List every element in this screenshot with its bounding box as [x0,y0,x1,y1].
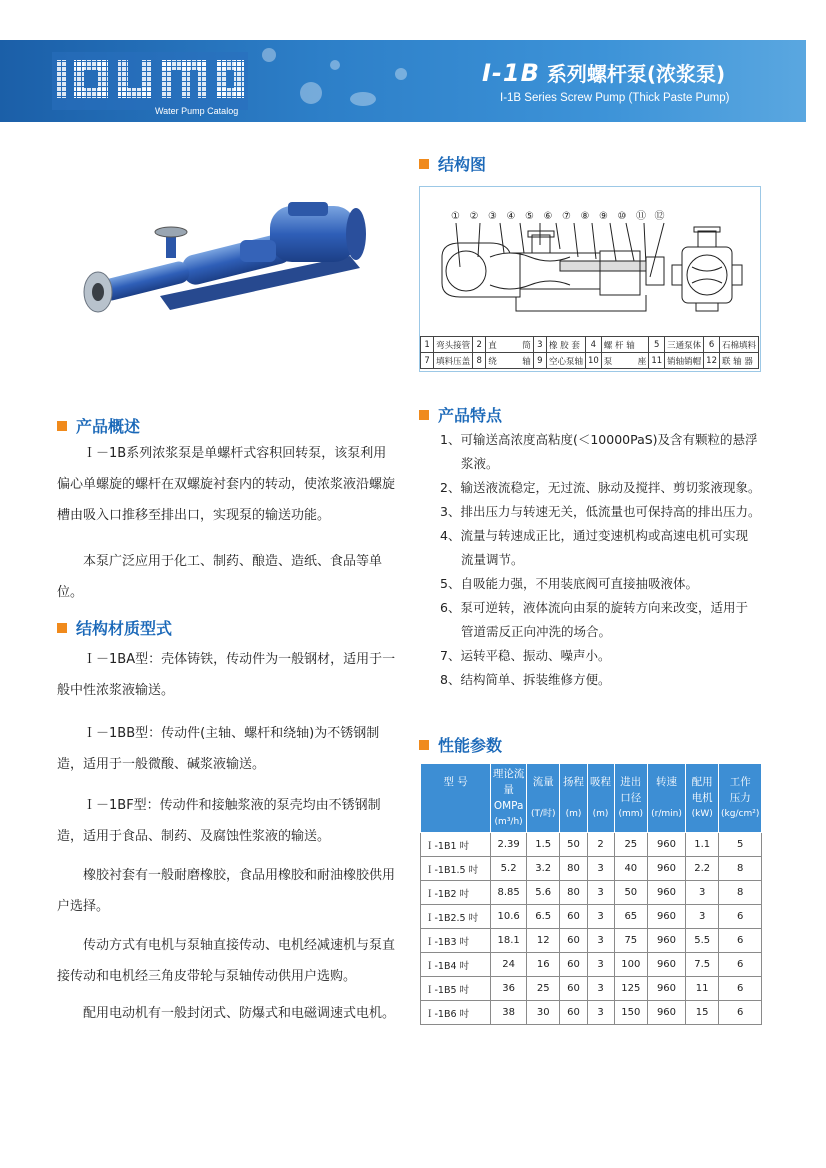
column-header-line: 吸程 [590,776,612,788]
value-cell: 960 [648,905,686,929]
table-row [421,905,762,929]
value-cell: 6 [719,1001,762,1025]
value-cell: 5.6 [526,881,560,905]
column-header-line: (r/min) [651,809,682,819]
parts-row [421,353,759,369]
part-name: 填料压盖 [434,353,473,369]
value-cell: 125 [614,977,648,1001]
value-cell: 6.5 [526,905,560,929]
feature-item: 5、自吸能力强，不用装底阀可直接抽吸液体。 [440,576,698,591]
title-model: I-1B [482,59,540,87]
column-header-line: (m³/h) [494,817,523,827]
column-header-line: (mm) [618,809,644,819]
title-chinese: 系列螺杆泵(浓浆泵) [546,62,726,86]
value-cell: 6 [719,953,762,977]
pump-photo [70,186,370,334]
feature-item: 3、排出压力与转速无关，低流量也可保持高的排出压力。 [440,504,761,519]
column-header-line: OMPa [493,800,524,812]
value-cell: 18.1 [491,929,527,953]
value-cell: 8 [719,881,762,905]
value-cell: 16 [526,953,560,977]
overview-heading: 产品概述 [57,414,140,437]
column-header-line: (T/时) [530,809,556,819]
value-cell: 60 [560,953,587,977]
part-name: 三通泵体 [665,337,704,353]
bullet-square-icon [57,623,67,633]
value-cell: 3 [587,905,614,929]
callout-number: ④ [506,211,516,222]
column-header [560,764,587,833]
part-number: 3 [533,337,546,353]
material-paragraph-5: 传动方式有电机与泵轴直接传动、电机经减速机与泵直接传动和电机经三角皮带轮与泵轴传动供用户选购。 [57,938,396,984]
value-cell: 1.5 [526,833,560,857]
column-header-line: (m) [592,809,609,819]
value-cell: 6 [719,929,762,953]
value-cell: 2 [587,833,614,857]
part-name: 绕 轴 [486,353,534,369]
value-cell: 30 [526,1001,560,1025]
column-header [685,764,719,833]
column-header-line [421,790,490,806]
feature-item: 8、结构简单、拆装维修方便。 [440,672,611,687]
feature-item: 1、可输送高浓度高粘度(＜10000PaS)及含有颗粒的悬浮 [440,432,758,447]
part-number: 1 [421,337,434,353]
feature-item: 4、流量与转速成正比，通过变速机构或高速电机可实现 [440,528,748,543]
value-cell: 7.5 [685,953,719,977]
column-header [614,764,648,833]
structure-drawing [420,187,760,337]
feature-item-continued: 管道需反正向冲洗的场合。 [461,624,612,639]
bullet-square-icon [57,421,67,431]
part-name: 螺 杆 轴 [601,337,649,353]
value-cell: 8.85 [491,881,527,905]
column-header-line: 流量 [532,776,554,788]
callout-number: ① [451,211,460,222]
bullet-square-icon [419,410,429,420]
table-row [421,833,762,857]
callout-number: ⑩ [617,211,627,222]
callout-number: ⑦ [562,211,571,222]
value-cell: 5.2 [491,857,527,881]
part-number: 12 [704,353,720,369]
column-header-line [588,790,614,806]
value-cell: 15 [685,1001,719,1025]
value-cell: 960 [648,857,686,881]
overview-paragraph-2: 本泵广泛应用于化工、制药、酿造、造纸、食品等单位。 [57,554,383,600]
page-title [482,58,725,87]
callout-number: ⑧ [580,211,590,222]
column-header-line: 口径 [620,792,642,804]
value-cell: 65 [614,905,648,929]
value-cell: 960 [648,929,686,953]
column-header-line: 转速 [655,776,677,788]
parts-table [420,336,759,369]
column-header-line [648,790,685,806]
column-header-line: 进出 [620,776,642,788]
part-name: 销轴销帽 [665,353,704,369]
feature-item: 7、运转平稳、振动、噪声小。 [440,648,611,663]
value-cell: 1.1 [685,833,719,857]
feature-item-continued: 流量调节。 [461,552,524,567]
part-number: 5 [649,337,665,353]
model-cell: Ｉ-1B3 吋 [421,929,491,953]
bullet-square-icon [419,740,429,750]
part-number: 8 [473,353,486,369]
value-cell: 6 [719,905,762,929]
value-cell: 3 [587,929,614,953]
value-cell: 40 [614,857,648,881]
part-name: 联 轴 器 [719,353,758,369]
model-cell: Ｉ-1B1 吋 [421,833,491,857]
column-header [491,764,527,833]
brand-logo [52,52,248,110]
table-row [421,977,762,1001]
table-row [421,953,762,977]
part-number: 2 [473,337,486,353]
value-cell: 80 [560,857,587,881]
model-cell: Ｉ-1B4 吋 [421,953,491,977]
part-name: 橡 胶 套 [546,337,585,353]
value-cell: 3 [587,953,614,977]
model-cell: Ｉ-1B1.5 吋 [421,857,491,881]
value-cell: 60 [560,977,587,1001]
table-row [421,881,762,905]
model-cell: Ｉ-1B5 吋 [421,977,491,1001]
column-header-line: 型 号 [443,776,468,788]
value-cell: 80 [560,881,587,905]
callout-number: ⑥ [543,211,553,222]
column-header-line: 扬程 [563,776,584,788]
column-header-line [527,790,560,806]
part-name: 泵 座 [601,353,649,369]
value-cell: 60 [560,1001,587,1025]
structure-heading: 结构图 [419,152,486,175]
part-number: 11 [649,353,665,369]
column-header-line [560,790,586,806]
value-cell: 3.2 [526,857,560,881]
performance-table [420,763,762,1025]
material-paragraph-6: 配用电动机有一般封闭式、防爆式和电磁调速式电机。 [83,1006,396,1021]
table-row [421,1001,762,1025]
column-header-line: (m) [565,809,582,819]
value-cell: 960 [648,953,686,977]
value-cell: 3 [587,1001,614,1025]
value-cell: 2.2 [685,857,719,881]
performance-heading: 性能参数 [419,733,502,756]
material-paragraph-3: Ｉ－1BF型：传动件和接触浆液的泵壳均由不锈钢制造，适用于食品、制药、及腐蚀性浆液的输送。 [57,798,381,844]
catalog-label: Water Pump Catalog [155,106,239,116]
column-header [526,764,560,833]
callout-number: ③ [488,211,497,222]
column-header-line: 工作 [729,776,751,788]
callout-number: ⑫ [654,211,665,222]
material-paragraph-1: Ｉ－1BA型：壳体铸铁，传动件为一般钢材，适用于一般中性浓浆液输送。 [57,652,396,698]
part-number: 7 [421,353,434,369]
value-cell: 3 [587,977,614,1001]
value-cell: 25 [526,977,560,1001]
features-heading: 产品特点 [419,403,502,426]
material-paragraph-4: 橡胶衬套有一般耐磨橡胶，食品用橡胶和耐油橡胶供用户选择。 [57,868,396,914]
value-cell: 50 [560,833,587,857]
value-cell: 24 [491,953,527,977]
value-cell: 6 [719,977,762,1001]
value-cell: 3 [685,881,719,905]
page-subtitle: I-1B Series Screw Pump (Thick Paste Pump) [500,92,730,104]
column-header-line [421,806,490,822]
column-header-line: 理论流量 [492,768,525,796]
column-header-line: 电机 [691,792,713,804]
value-cell: 5 [719,833,762,857]
callout-number: ⑪ [636,211,646,222]
value-cell: 38 [491,1001,527,1025]
column-header [421,764,491,833]
part-name: 石棉填料 [719,337,758,353]
value-cell: 50 [614,881,648,905]
part-name: 弯头接管 [434,337,473,353]
overview-paragraph-1: Ｉ－1B系列浓浆泵是单螺杆式容积回转泵，该泵利用偏心单螺旋的螺杆在双螺旋衬套内的转动，使浓浆液沿螺旋槽由吸入口推移至排出口，实现泵的输送功能。 [57,446,396,523]
value-cell: 3 [587,857,614,881]
value-cell: 5.5 [685,929,719,953]
value-cell: 3 [685,905,719,929]
part-name: 空心泵轴 [546,353,585,369]
value-cell: 11 [685,977,719,1001]
table-row [421,929,762,953]
column-header-line: 压力 [729,792,751,804]
value-cell: 60 [560,905,587,929]
performance-header-row [421,764,762,833]
part-number: 10 [585,353,601,369]
value-cell: 960 [648,1001,686,1025]
value-cell: 960 [648,977,686,1001]
feature-item: 2、输送液流稳定，无过流、脉动及搅拌、剪切浆液现象。 [440,480,761,495]
model-cell: Ｉ-1B2 吋 [421,881,491,905]
value-cell: 960 [648,833,686,857]
callout-number: ⑤ [525,211,534,222]
value-cell: 60 [560,929,587,953]
table-row [421,857,762,881]
part-number: 4 [585,337,601,353]
value-cell: 25 [614,833,648,857]
model-cell: Ｉ-1B6 吋 [421,1001,491,1025]
callout-number: ⑨ [599,211,608,222]
value-cell: 8 [719,857,762,881]
value-cell: 100 [614,953,648,977]
material-heading: 结构材质型式 [57,616,172,639]
column-header [587,764,614,833]
feature-item-continued: 浆液。 [461,456,499,471]
model-cell: Ｉ-1B2.5 吋 [421,905,491,929]
value-cell: 2.39 [491,833,527,857]
material-paragraph-2: Ｉ－1BB型：传动件(主轴、螺杆和绕轴)为不锈钢制造，适用于一般微酸、碱浆液输送。 [57,726,380,772]
value-cell: 10.6 [491,905,527,929]
part-number: 9 [533,353,546,369]
features-list [440,428,770,692]
value-cell: 960 [648,881,686,905]
column-header-line: 配用 [691,776,713,788]
column-header-line: (kW) [691,809,713,819]
callout-number: ② [469,211,479,222]
bullet-square-icon [419,159,429,169]
parts-row [421,337,759,353]
feature-item: 6、泵可逆转，液体流向由泵的旋转方向来改变，适用于 [440,600,748,615]
column-header [648,764,686,833]
value-cell: 36 [491,977,527,1001]
column-header [719,764,762,833]
column-header-line: (kg/cm²) [721,809,760,819]
value-cell: 75 [614,929,648,953]
value-cell: 3 [587,881,614,905]
part-number: 6 [704,337,720,353]
value-cell: 12 [526,929,560,953]
part-name: 直 筒 [486,337,534,353]
value-cell: 150 [614,1001,648,1025]
